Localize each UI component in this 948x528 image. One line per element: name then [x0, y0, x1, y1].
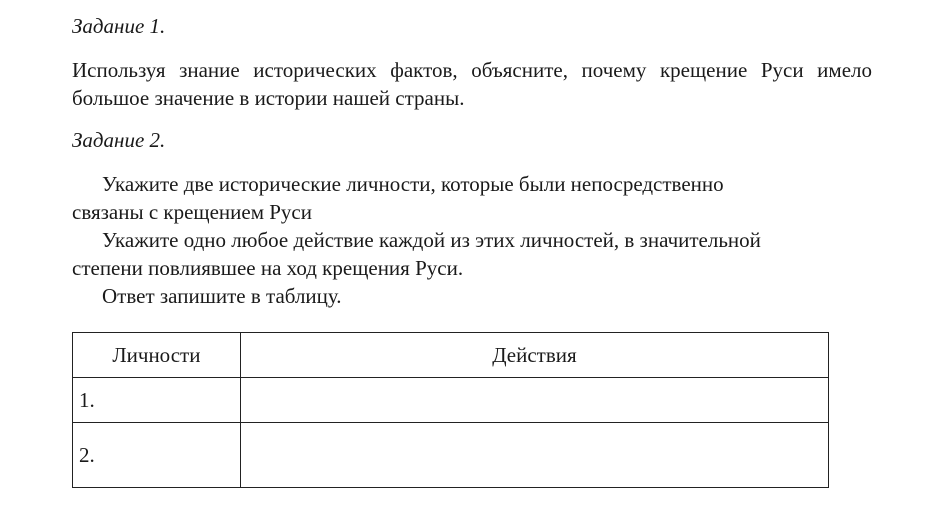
row-number-cell: 2.: [73, 423, 241, 488]
table-header-row: [73, 333, 829, 378]
task-2-line-5: Ответ запишите в таблицу.: [102, 284, 342, 308]
table-row: [73, 423, 829, 488]
task-2-line-4: степени повлиявшее на ход крещения Руси.: [72, 256, 464, 280]
action-cell[interactable]: [240, 378, 828, 423]
task-2-line-3: Укажите одно любое действие каждой из этих личностей, в значительной: [102, 228, 761, 252]
row-number-cell: 1.: [73, 378, 241, 423]
task-1-heading: Задание 1.: [72, 14, 166, 38]
task-1-text: Используя знание исторических фактов, объясните, почему крещение Руси имело большое значение в истории нашей страны.: [72, 58, 872, 110]
task-2-line-2: связаны с крещением Руси: [72, 200, 312, 224]
table-row: [73, 378, 829, 423]
header-actions: Действия: [240, 333, 828, 378]
task-2-line-1: Укажите две исторические личности, которые были непосредственно: [102, 172, 724, 196]
task-2-heading: Задание 2.: [72, 128, 166, 152]
header-persons: Личности: [73, 333, 241, 378]
answer-table: [72, 332, 829, 488]
action-cell[interactable]: [240, 423, 828, 488]
